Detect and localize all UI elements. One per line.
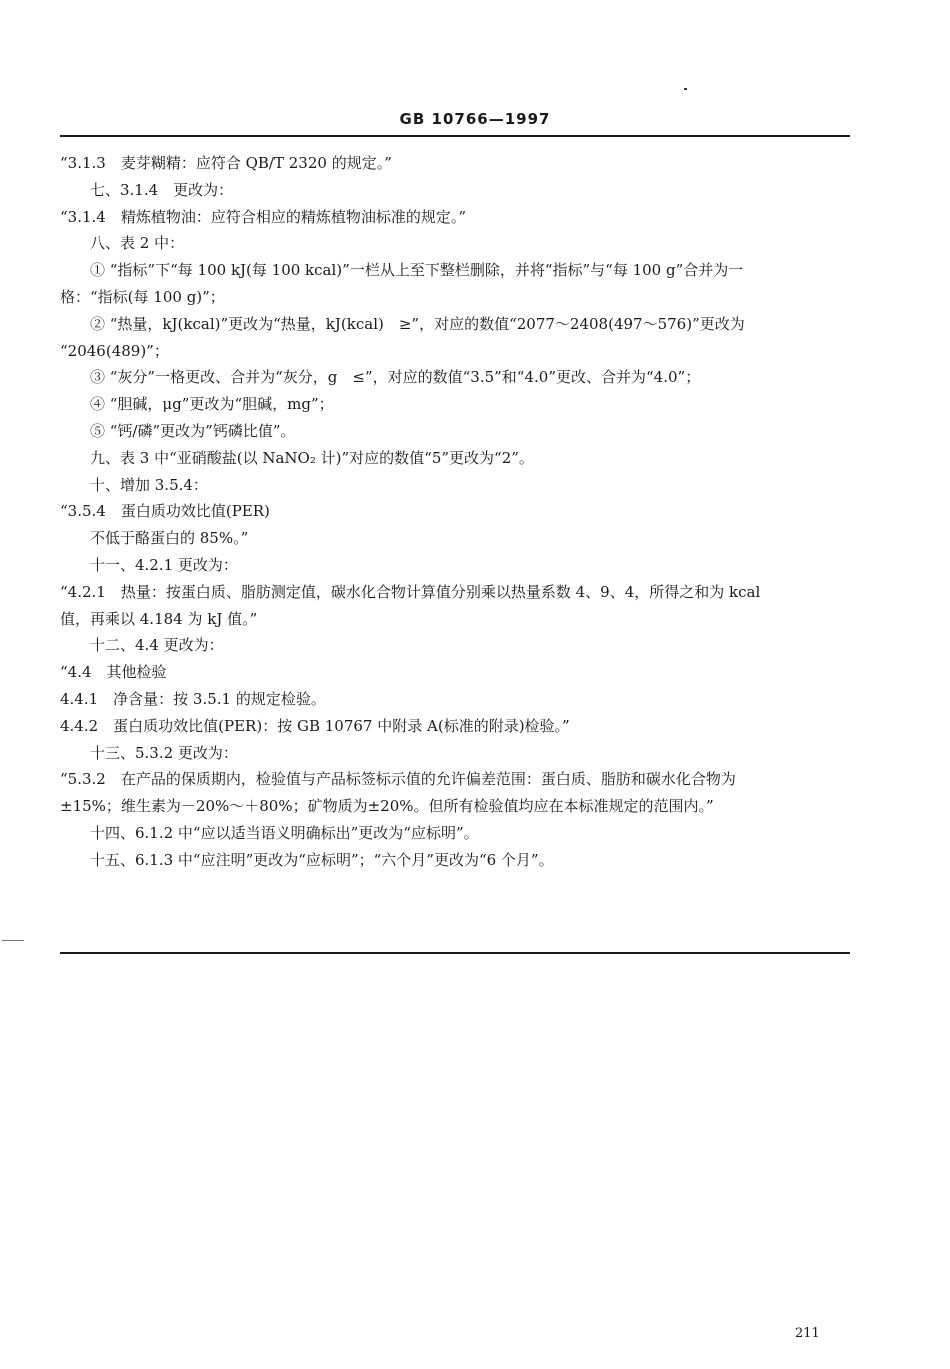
amendment-body (60, 150, 850, 874)
text-line: ① “指标”下“每 100 kJ(每 100 kcal)”一栏从上至下整栏删除，并将“指标”与“每 100 g”合并为一 (90, 261, 744, 280)
page-number: 211 (795, 1326, 820, 1341)
text-line: ② “热量，kJ(kcal)”更改为“热量，kJ(kcal) ≥”，对应的数值“2077～2408(497～576)”更改为 (90, 314, 745, 333)
text-line: 七、3.1.4 更改为： (90, 180, 234, 199)
text-line: 十二、4.4 更改为： (90, 636, 224, 655)
text-line: “3.1.4 精炼植物油：应符合相应的精炼植物油标准的规定。” (60, 207, 467, 226)
text-line: 八、表 2 中： (90, 234, 185, 253)
scan-speck (2, 940, 24, 941)
text-line: “4.4 其他检验 (60, 663, 167, 682)
text-line: 不低于酪蛋白的 85%。” (90, 529, 249, 548)
text-line: ④ “胆碱，μg”更改为“胆碱，mg”； (90, 395, 334, 414)
header-rule (60, 135, 850, 137)
footer-rule (60, 952, 850, 954)
scan-speck (684, 88, 687, 90)
text-line: 十四、6.1.2 中“应以适当语义明确标出”更改为“应标明”。 (90, 823, 479, 842)
text-line: “4.2.1 热量：按蛋白质、脂肪测定值，碳水化合物计算值分别乘以热量系数 4、9、4，所得之和为 kcal (60, 582, 761, 601)
text-line: 十三、5.3.2 更改为： (90, 743, 238, 762)
text-line: “3.5.4 蛋白质功效比值(PER) (60, 502, 270, 521)
standard-number-header: GB 10766—1997 (399, 110, 551, 128)
text-line: “3.1.3 麦芽糊精：应符合 QB/T 2320 的规定。” (60, 154, 392, 172)
text-line: 十五、6.1.3 中“应注明”更改为“应标明”；“六个月”更改为“6 个月”。 (90, 850, 554, 869)
text-line: ±15%；维生素为－20%～＋80%；矿物质为±20%。但所有检验值均应在本标准规定的范围内。” (60, 797, 714, 816)
text-line: 十一、4.2.1 更改为： (90, 555, 238, 574)
text-line: 值，再乘以 4.184 为 kJ 值。” (60, 609, 258, 628)
text-line: ③ “灰分”一格更改、合并为“灰分，g ≤”，对应的数值“3.5”和“4.0”更改、合并为“4.0”； (90, 368, 701, 387)
text-line: “5.3.2 在产品的保质期内，检验值与产品标签标示值的允许偏差范围：蛋白质、脂肪和碳水化合物为 (60, 770, 736, 789)
text-line: 4.4.1 净含量：按 3.5.1 的规定检验。 (60, 689, 326, 708)
text-line: 九、表 3 中“亚硝酸盐(以 NaNO₂ 计)”对应的数值“5”更改为“2”。 (90, 448, 534, 467)
text-line: 4.4.2 蛋白质功效比值(PER)：按 GB 10767 中附录 A(标准的附录)检验。” (60, 716, 570, 735)
text-line: “2046(489)”； (60, 341, 169, 360)
text-line: ⑤ “钙/磷”更改为”钙磷比值”。 (90, 421, 296, 440)
text-line: 十、增加 3.5.4： (90, 475, 208, 494)
text-line: 格：“指标(每 100 g)”； (60, 287, 225, 306)
